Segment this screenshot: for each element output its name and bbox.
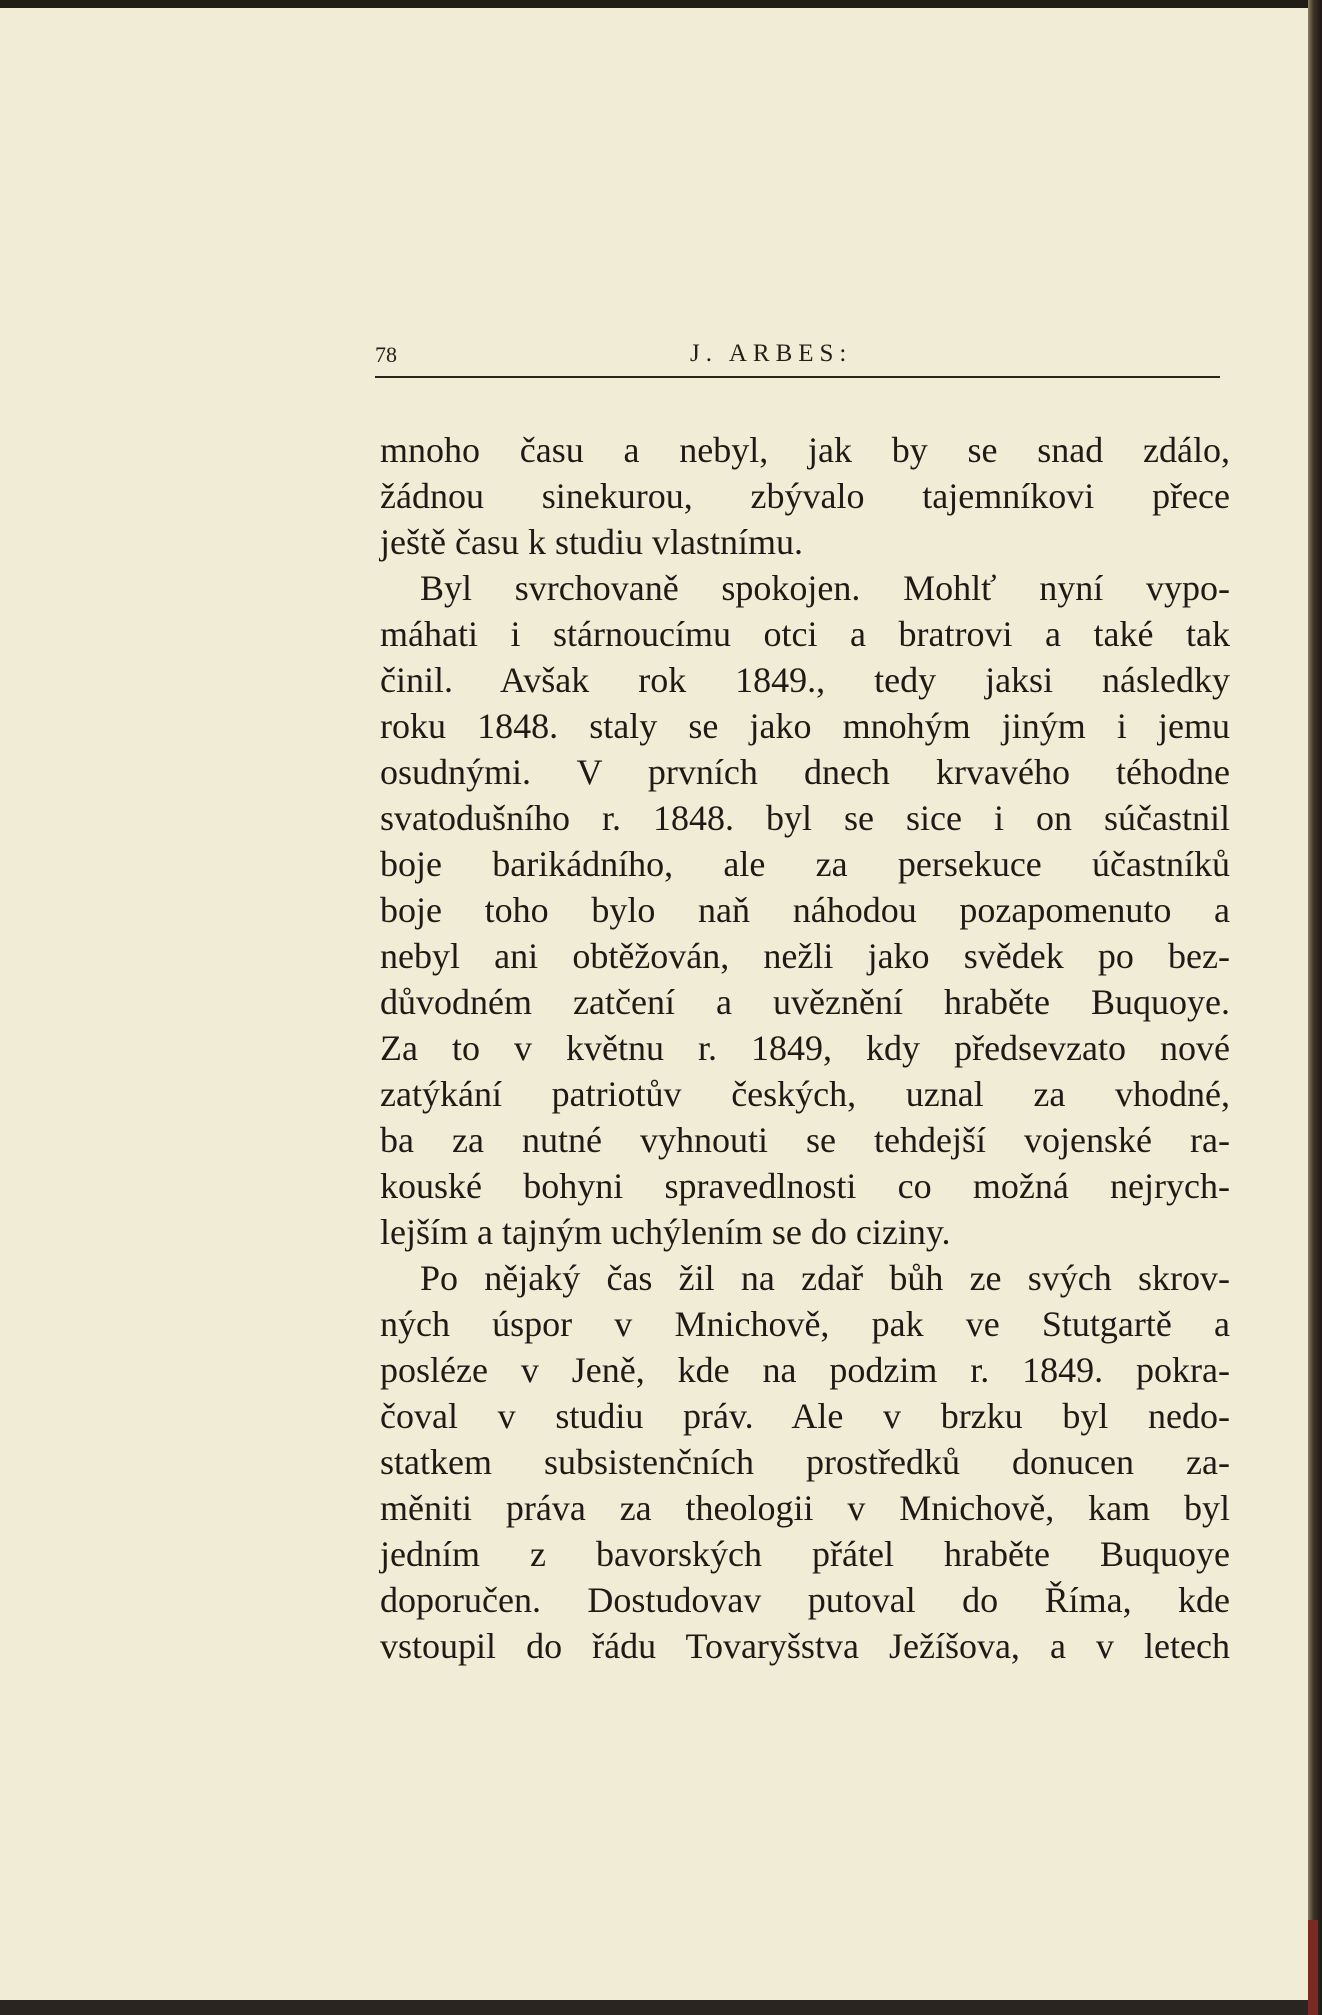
page-number: 78: [375, 342, 397, 367]
text-line: žádnou sinekurou, zbývalo tajemníkovi přece: [380, 476, 1230, 516]
text-line: posléze v Jeně, kde na podzim r. 1849. pokra-: [380, 1350, 1230, 1390]
text-line: důvodném zatčení a uvěznění hraběte Buquoye.: [380, 982, 1230, 1022]
scan-top-edge: [0, 0, 1322, 8]
text-line: Byl svrchovaně spokojen. Mohlť nyní vypo-: [420, 568, 1230, 608]
text-line: ba za nutné vyhnouti se tehdejší vojenské ra-: [380, 1120, 1230, 1160]
text-line: máhati i stárnoucímu otci a bratrovi a také tak: [380, 614, 1230, 654]
page-header: [375, 340, 1220, 378]
text-line: statkem subsistenčních prostředků donucen za-: [380, 1442, 1230, 1482]
text-line: boje barikádního, ale za persekuce účastníků: [380, 844, 1230, 884]
text-line: Za to v květnu r. 1849, kdy předsevzato nové: [380, 1028, 1230, 1068]
text-line: doporučen. Dostudovav putoval do Říma, kde: [380, 1580, 1230, 1620]
text-line: boje toho bylo naň náhodou pozapomenuto a: [380, 890, 1230, 930]
text-line: osudnými. V prvních dnech krvavého téhodne: [380, 752, 1230, 792]
text-line: svatodušního r. 1848. byl se sice i on súčastnil: [380, 798, 1230, 838]
body-text: [380, 427, 1230, 1669]
running-head: J. ARBES:: [690, 340, 853, 367]
text-line: ných úspor v Mnichově, pak ve Stutgartě a: [380, 1304, 1230, 1344]
text-line: vstoupil do řádu Tovaryšstva Ježíšova, a v letech: [380, 1626, 1230, 1666]
text-line: mnoho času a nebyl, jak by se snad zdálo,: [380, 430, 1230, 470]
text-line: lejším a tajným uchýlením se do ciziny.: [380, 1212, 951, 1252]
text-line: Po nějaký čas žil na zdař bůh ze svých skrov-: [420, 1258, 1230, 1298]
text-line: nebyl ani obtěžován, nežli jako svědek po bez-: [380, 936, 1230, 976]
text-line: roku 1848. staly se jako mnohým jiným i jemu: [380, 706, 1230, 746]
text-line: měniti práva za theologii v Mnichově, kam byl: [380, 1488, 1230, 1528]
bookmark-ribbon: [1308, 1920, 1318, 2015]
book-spine-edge: [1308, 0, 1322, 2015]
text-line: čoval v studiu práv. Ale v brzku byl nedo-: [380, 1396, 1230, 1436]
text-line: činil. Avšak rok 1849., tedy jaksi následky: [380, 660, 1230, 700]
text-line: kouské bohyni spravedlnosti co možná nejrych-: [380, 1166, 1230, 1206]
text-line: ještě času k studiu vlastnímu.: [380, 522, 803, 562]
text-line: jedním z bavorských přátel hraběte Buquoye: [380, 1534, 1230, 1574]
text-line: zatýkání patriotův českých, uznal za vhodné,: [380, 1074, 1230, 1114]
